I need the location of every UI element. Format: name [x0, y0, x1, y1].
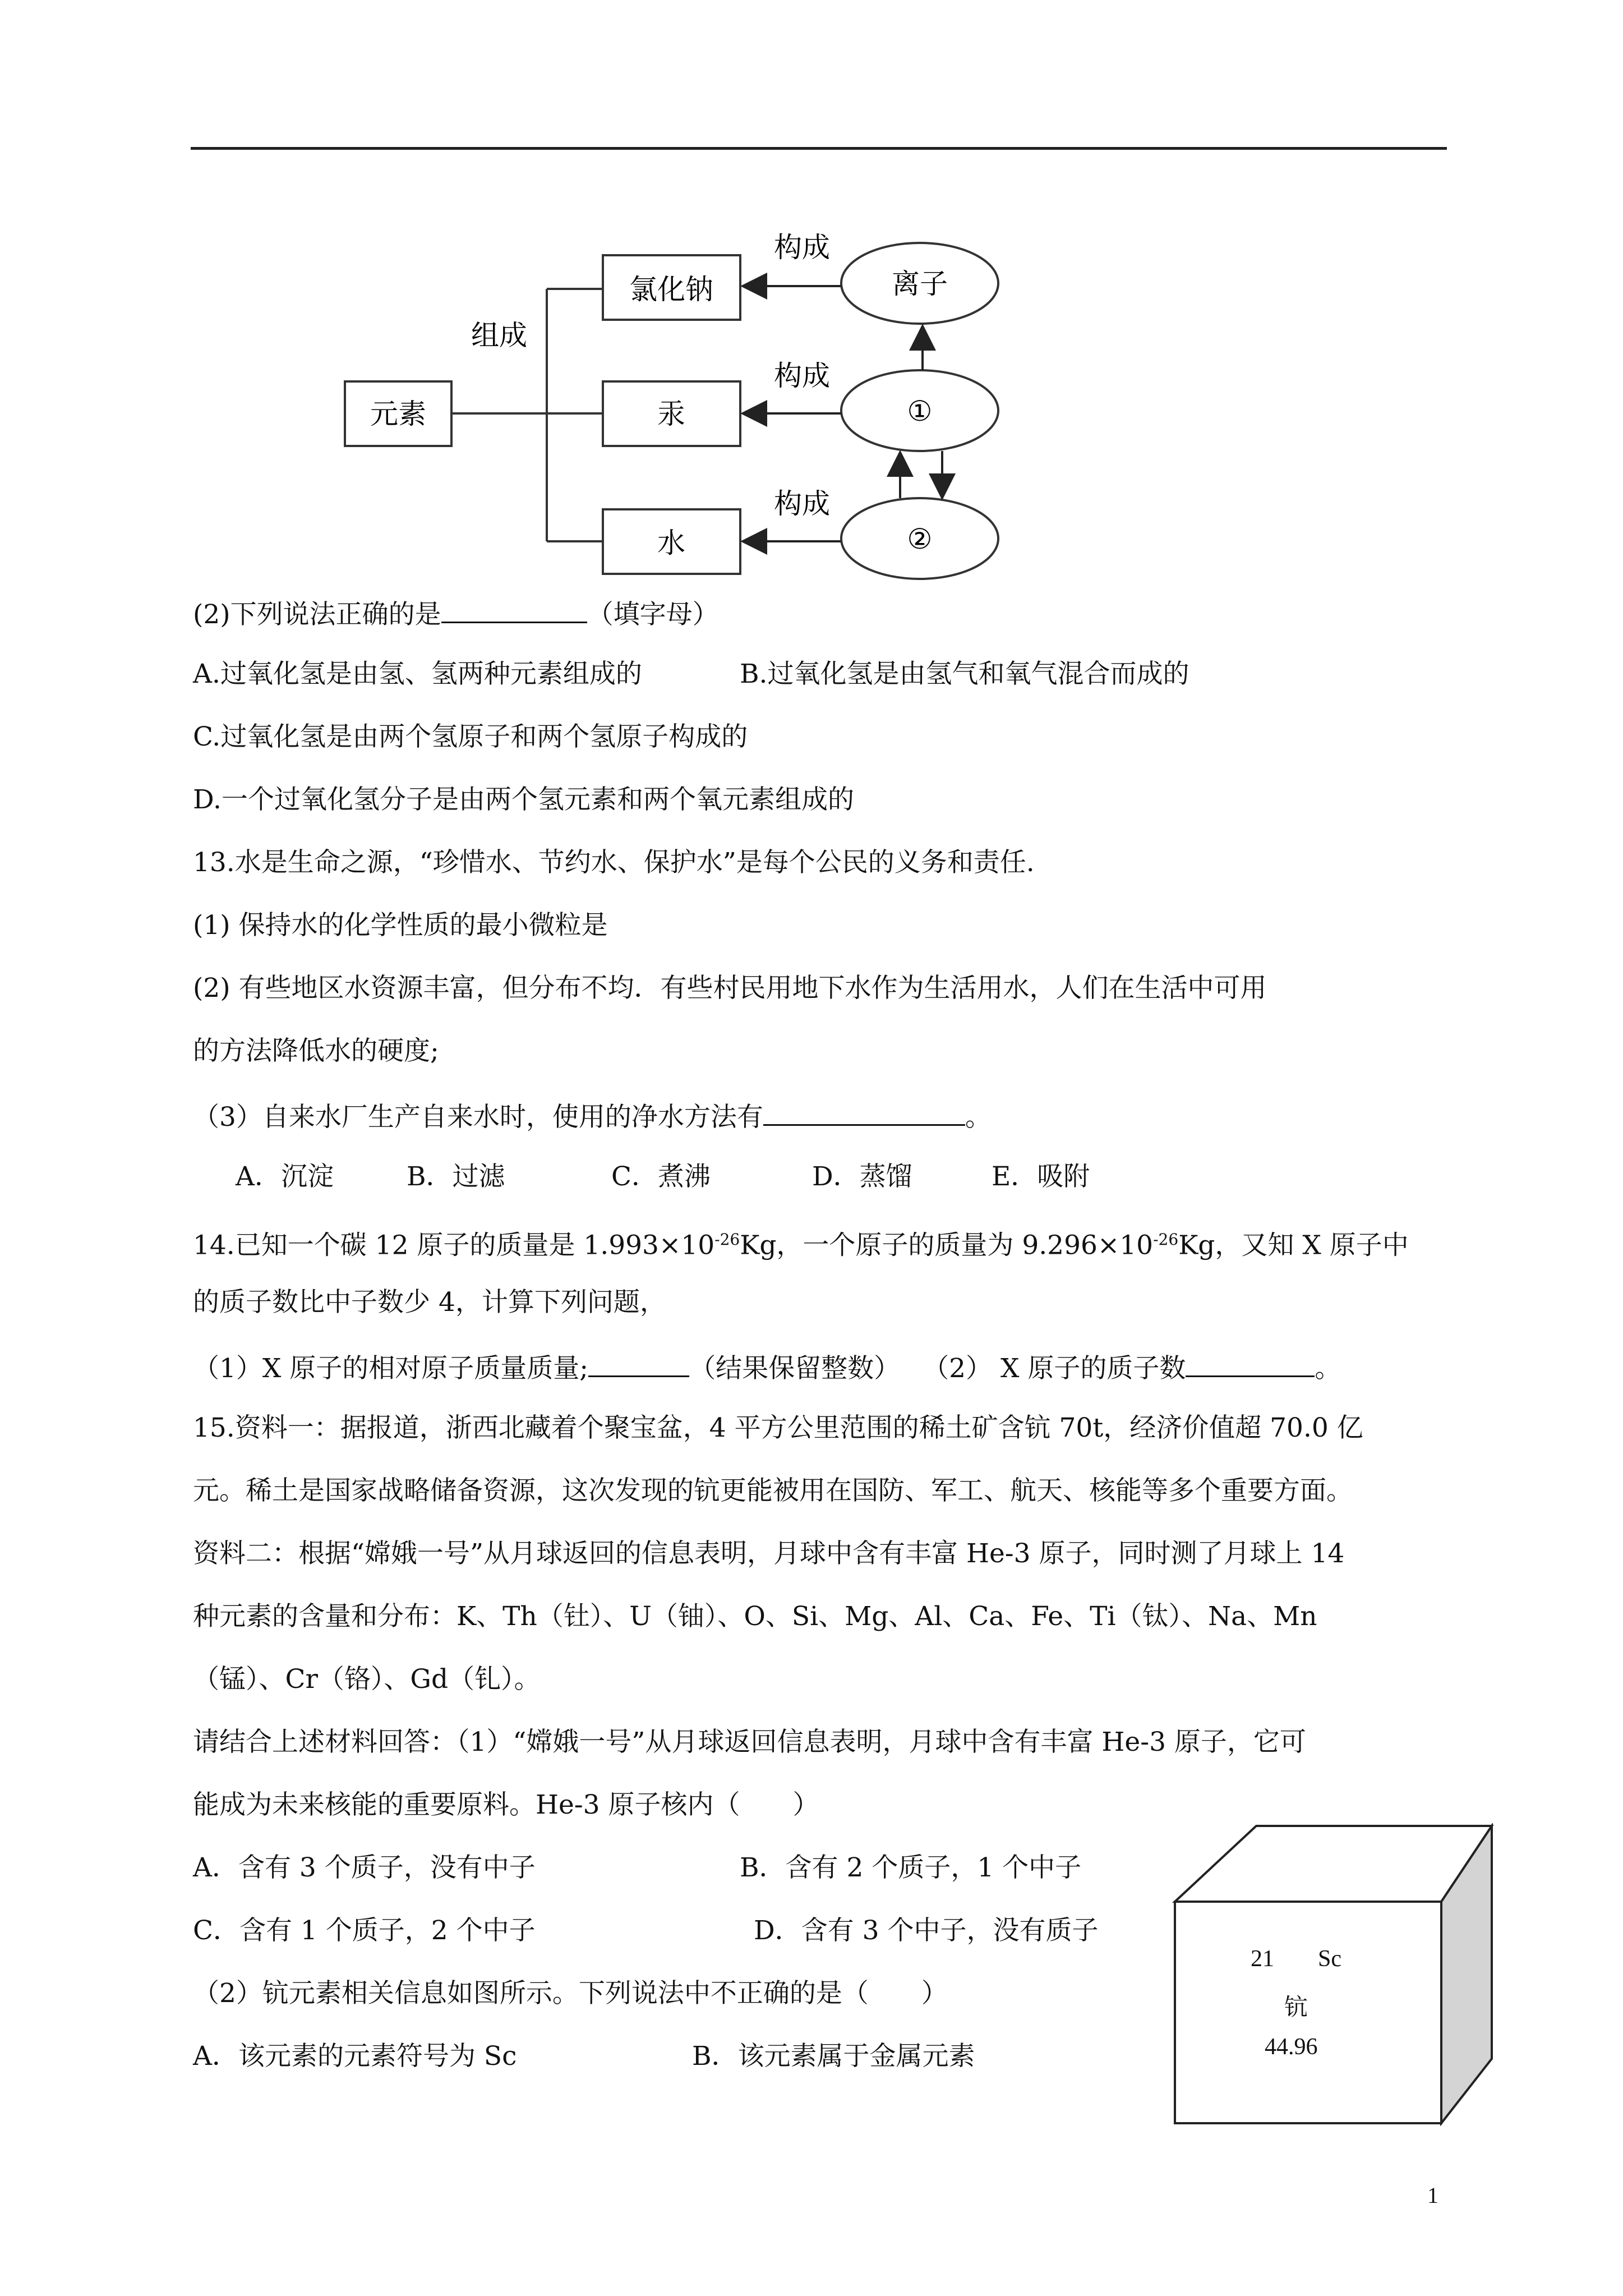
yuansu-label: 元素	[370, 398, 426, 430]
q15-part2-option-a: A．该元素的元素符号为 Sc	[193, 2041, 517, 2072]
lizi-label: 离子	[892, 268, 948, 300]
q12-2-stem: (2)下列说法正确的是 （填字母）	[193, 595, 719, 632]
q13-option-d: D．蒸馏	[812, 1161, 912, 1192]
element-atomic-mass: 44.96	[1265, 2034, 1318, 2060]
q13-part1: (1) 保持水的化学性质的最小微粒是	[193, 910, 608, 941]
q14-stem-line2: 的质子数比中子数少 4，计算下列问题，	[193, 1287, 666, 1318]
concept-diagram	[336, 219, 1021, 589]
element-symbol: Sc	[1318, 1946, 1341, 1972]
q15-options-ab	[193, 1851, 1081, 1885]
q13-option-c: C．煮沸	[611, 1161, 711, 1192]
q14-parts: （1）X 原子的相对原子质量质量; （结果保留整数） （2） X 原子的质子数 。	[193, 1349, 1341, 1386]
q15-line3: 资料二：根据“嫦娥一号”从月球返回的信息表明，月球中含有丰富 He-3 原子，同时测了月球上 14	[193, 1538, 1345, 1569]
q13-stem: 13.水是生命之源，“珍惜水、节约水、保护水”是每个公民的义务和责任.	[193, 847, 1035, 878]
q12-2-option-a: A.过氧化氢是由氢、氢两种元素组成的	[193, 659, 642, 689]
zucheng-label: 组成	[471, 319, 527, 352]
q13-part3-answer-blank[interactable]	[763, 1097, 965, 1126]
q15-part2-options	[193, 2040, 975, 2073]
q12-2-option-c: C.过氧化氢是由两个氢原子和两个氢原子构成的	[193, 721, 748, 752]
element-name: 钪	[1284, 1993, 1308, 2021]
gong-label: 汞	[657, 398, 685, 430]
q15-line7: 能成为未来核能的重要原料。He-3 原子核内（ ）	[193, 1789, 819, 1820]
shui-label: 水	[657, 527, 685, 559]
goucheng-label-3: 构成	[774, 487, 830, 520]
q13-part2-line1: (2) 有些地区水资源丰富，但分布不均．有些村民用地下水作为生活用水，人们在生活中可用	[193, 973, 1267, 1004]
goucheng-label-2: 构成	[774, 360, 830, 392]
q13-options	[236, 1160, 1090, 1194]
q15-line1: 15.资料一：据报道，浙西北藏着个聚宝盆，4 平方公里范围的稀土矿含钪 70t，经济价值超 70.0 亿	[193, 1412, 1363, 1443]
q15-part2: （2）钪元素相关信息如图所示。下列说法中不正确的是（ ）	[193, 1978, 948, 2009]
q12-2-option-d: D.一个过氧化氢分子是由两个氢元素和两个氧元素组成的	[193, 784, 854, 815]
q14-stem-line1: 14.已知一个碳 12 原子的质量是 $1.993\times 10^{-26}Kg$，一个原子的质量为 $9.296\times 10^{-26}Kg$，又知 X 原子中	[193, 1230, 1409, 1261]
q12-2-options-ab	[193, 657, 1189, 691]
element-atomic-number: 21	[1251, 1946, 1274, 1972]
header-rule	[191, 147, 1447, 150]
q14-part2-answer-blank[interactable]	[1186, 1349, 1315, 1377]
q15-option-a: A．含有 3 个质子，没有中子	[193, 1852, 536, 1883]
q13-option-b: B．过滤	[407, 1161, 505, 1192]
q15-options-cd	[193, 1914, 1098, 1948]
page-number: 1	[1427, 2183, 1438, 2208]
q15-line2: 元。稀土是国家战略储备资源，这次发现的钪更能被用在国防、军工、航天、核能等多个重要方面。	[193, 1475, 1353, 1506]
q15-part2-option-b: B．该元素属于金属元素	[692, 2041, 975, 2072]
element-card-box	[1172, 1823, 1497, 2126]
circle1-label: ①	[907, 395, 933, 427]
q14-part1-answer-blank[interactable]	[588, 1349, 689, 1377]
q15-line4: 种元素的含量和分布：K、Th（钍）、U（铀）、O、Si、Mg、Al、Ca、Fe、Ti（钛）、Na、Mn	[193, 1601, 1317, 1632]
q15-line6: 请结合上述材料回答：（1）“嫦娥一号”从月球返回信息表明，月球中含有丰富 He-3 原子，它可	[193, 1727, 1306, 1757]
circle2-label: ②	[907, 523, 933, 555]
lvhuana-label: 氯化钠	[629, 273, 713, 306]
q15-option-b: B．含有 2 个质子，1 个中子	[740, 1852, 1082, 1883]
q15-line5: （锰）、Cr（铬）、Gd（钆）。	[193, 1664, 541, 1695]
q13-option-a: A．沉淀	[236, 1161, 334, 1192]
q12-2-answer-blank[interactable]	[441, 595, 587, 623]
q12-2-option-b: B.过氧化氢是由氢气和氧气混合而成的	[740, 659, 1189, 689]
q13-part3: （3）自来水厂生产自来水时，使用的净水方法有 。	[193, 1097, 992, 1134]
q15-option-c: C．含有 1 个质子，2 个中子	[193, 1915, 536, 1946]
q13-option-e: E．吸附	[992, 1161, 1090, 1192]
q15-option-d: D．含有 3 个中子，没有质子	[754, 1915, 1099, 1946]
q13-part2-line2: 的方法降低水的硬度;	[193, 1036, 439, 1066]
goucheng-label-1: 构成	[774, 231, 830, 264]
